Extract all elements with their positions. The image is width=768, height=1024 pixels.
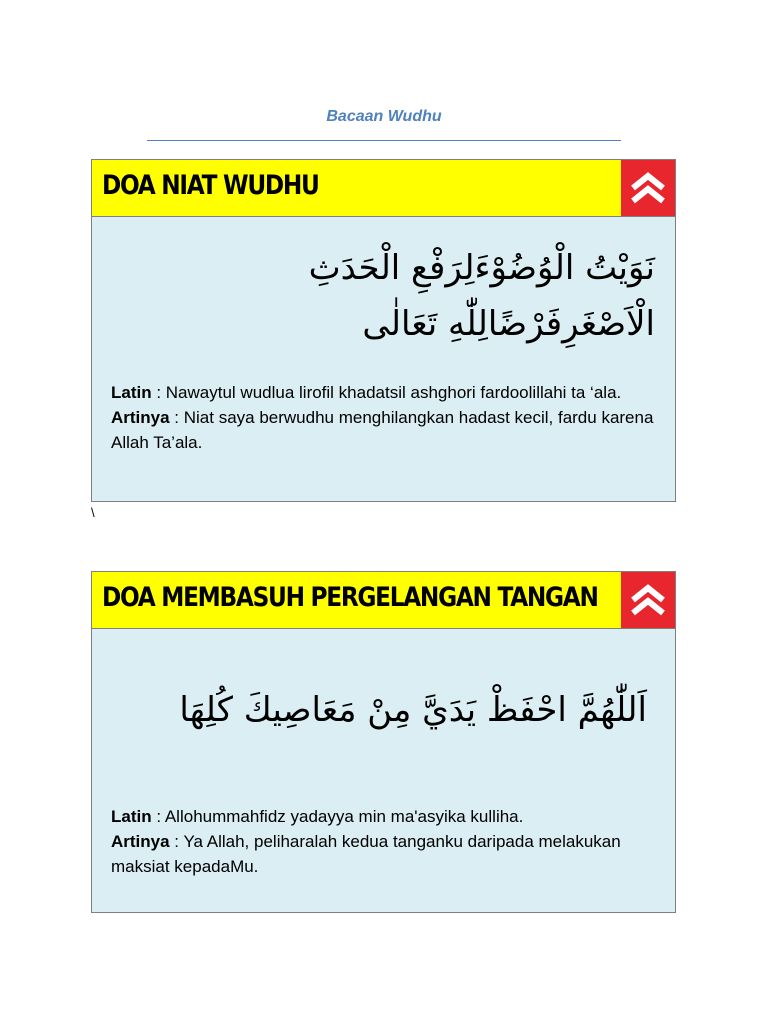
- artinya-label: Artinya: [111, 832, 170, 851]
- prayer-translation: [111, 804, 656, 879]
- card-heading: DOA MEMBASUH PERGELANGAN TANGAN: [102, 582, 598, 613]
- document-title: Bacaan Wudhu: [326, 108, 442, 125]
- latin-label: Latin: [111, 807, 152, 826]
- doa-card-membasuh-tangan: [91, 571, 676, 913]
- artinya-text: : Niat saya berwudhu menghilangkan hadast kecil, fardu karena Allah Ta’ala.: [111, 408, 654, 452]
- artinya-text: : Ya Allah, peliharalah kedua tanganku daripada melakukan maksiat kepadaMu.: [111, 832, 621, 876]
- scroll-up-button[interactable]: [621, 572, 675, 628]
- artinya-label: Artinya: [111, 408, 170, 427]
- scroll-up-button[interactable]: [621, 160, 675, 216]
- chevron-double-up-icon: [630, 172, 666, 204]
- arabic-prayer: اَللّٰهُمَّ احْفَظْ يَدَيَّ مِنْ مَعَاصِيكَ كُلِهَا: [179, 690, 647, 730]
- doa-card-niat-wudhu: [91, 159, 676, 502]
- card-heading: DOA NIAT WUDHU: [102, 170, 319, 201]
- chevron-double-up-icon: [630, 584, 666, 616]
- card-header: [92, 572, 675, 629]
- title-divider: [147, 140, 621, 141]
- latin-text: : Allohummahfidz yadayya min ma'asyika kulliha.: [151, 807, 524, 826]
- latin-label: Latin: [111, 383, 152, 402]
- arabic-prayer: نَوَيْتُ الْوُضُوْءَلِرَفْعِ الْحَدَثِ الْاَصْغَرِفَرْضًالِلّٰهِ تَعَالٰى: [308, 248, 655, 344]
- card-header: [92, 160, 675, 217]
- latin-text: : Nawaytul wudlua lirofil khadatsil ashghori fardoolillahi ta ‘ala.: [151, 383, 622, 402]
- prayer-translation: [111, 380, 656, 455]
- stray-backslash: \: [91, 505, 95, 520]
